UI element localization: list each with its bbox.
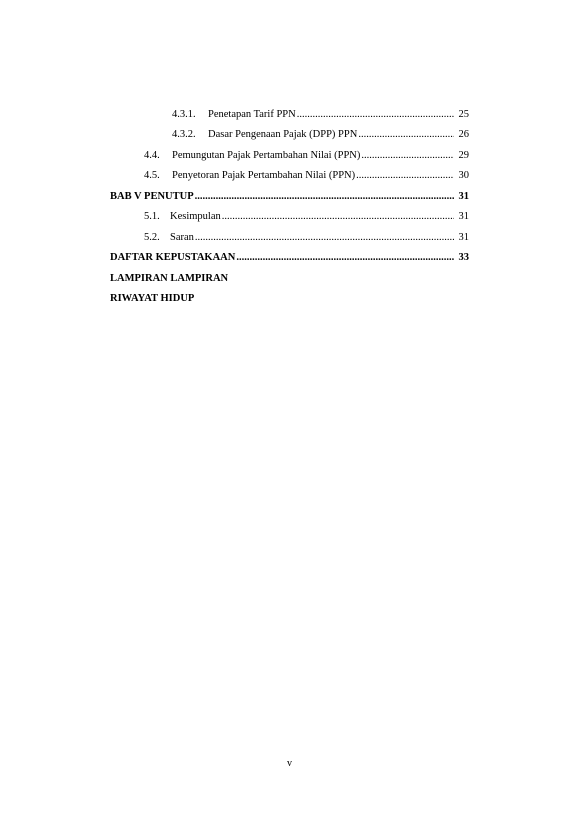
toc-entry-number: 4.5. (144, 170, 160, 181)
toc-entry-label: Kesimpulan (170, 211, 221, 222)
toc-entry-label: Saran (170, 232, 194, 243)
toc-entry-number: 5.1. (144, 211, 160, 222)
toc-entry-label: DAFTAR KEPUSTAKAAN (110, 252, 236, 263)
toc-entry-number: 4.4. (144, 150, 160, 161)
toc-leader-dots (236, 250, 454, 266)
toc-entry-label: BAB V PENUTUP (110, 191, 194, 202)
toc-entry-4-5 (144, 168, 469, 184)
toc-entry-5-1 (144, 209, 469, 225)
toc-leader-dots (297, 107, 454, 123)
toc-entry-page: 25 (458, 109, 469, 120)
toc-leader-dots (361, 148, 454, 164)
toc-entry-4-3-1 (172, 107, 469, 123)
toc-entry-4-3-2 (172, 127, 469, 143)
toc-entry-number: 4.3.2. (172, 129, 196, 140)
toc-entry-number: 5.2. (144, 232, 160, 243)
toc-entry-page: 26 (458, 129, 469, 140)
toc-leader-dots (195, 189, 454, 205)
page-number: v (287, 758, 292, 769)
toc-entry-4-4 (144, 148, 469, 164)
toc-entry-riwayat-hidup: RIWAYAT HIDUP (110, 293, 195, 304)
toc-entry-page: 30 (458, 170, 469, 181)
toc-leader-dots (222, 209, 454, 225)
toc-leader-dots (358, 127, 454, 143)
toc-entry-5-2 (144, 230, 469, 246)
toc-entry-lampiran: LAMPIRAN LAMPIRAN (110, 273, 229, 284)
toc-entry-label: Pemungutan Pajak Pertambahan Nilai (PPN) (172, 150, 361, 161)
toc-entry-page: 29 (458, 150, 469, 161)
toc-entry-label: Penetapan Tarif PPN (208, 109, 296, 120)
toc-entry-page: 31 (458, 191, 469, 202)
toc-entry-number: 4.3.1. (172, 109, 196, 120)
toc-entry-page: 31 (458, 232, 469, 243)
toc-entry-label: Dasar Pengenaan Pajak (DPP) PPN (208, 129, 358, 140)
toc-leader-dots (195, 230, 454, 246)
toc-entry-label: Penyetoran Pajak Pertambahan Nilai (PPN) (172, 170, 356, 181)
toc-leader-dots (356, 168, 454, 184)
toc-entry-page: 31 (458, 211, 469, 222)
toc-entry-daftar-kepustakaan (110, 250, 469, 266)
toc-entry-bab-v (110, 189, 469, 205)
toc-entry-page: 33 (458, 252, 469, 263)
